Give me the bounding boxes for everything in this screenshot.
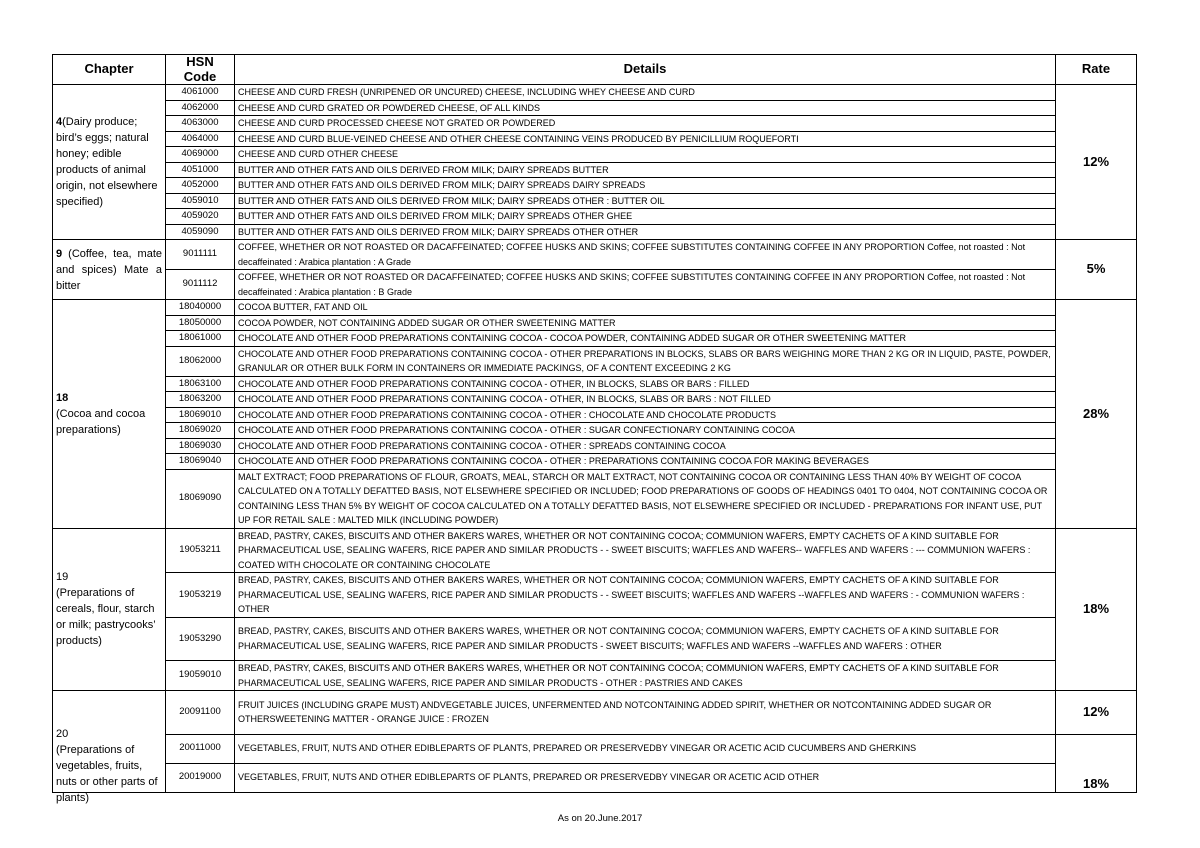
hsn-code: 18062000 xyxy=(166,346,235,376)
chapter-number: 4 xyxy=(56,116,63,128)
header-chapter: Chapter xyxy=(53,55,166,85)
table-row xyxy=(53,423,1137,439)
rate-cell: 12% xyxy=(1056,85,1137,240)
hsn-code: 20091100 xyxy=(166,691,235,735)
rate-cell: 18% xyxy=(1056,734,1137,792)
table-row xyxy=(53,376,1137,392)
table-row xyxy=(53,407,1137,423)
table-row xyxy=(53,270,1137,300)
chapter-cell-19 xyxy=(53,528,166,691)
item-details: CHOCOLATE AND OTHER FOOD PREPARATIONS CONTAINING COCOA - OTHER : SUGAR CONFECTIONARY CONTAINING COCOA xyxy=(235,423,1056,439)
item-details: VEGETABLES, FRUIT, NUTS AND OTHER EDIBLEPARTS OF PLANTS, PREPARED OR PRESERVEDBY VINEGAR OR ACETIC ACID CUCUMBERS AND GHERKINS xyxy=(235,734,1056,763)
hsn-code: 19053211 xyxy=(166,528,235,573)
item-details: COFFEE, WHETHER OR NOT ROASTED OR DACAFFEINATED; COFFEE HUSKS AND SKINS; COFFEE SUBSTITUTES CONTAINING COFFEE IN ANY PROPORTION Coffee, not roasted : Not decaffeinated : Arabica plantation : A Grade xyxy=(235,240,1056,270)
item-details: VEGETABLES, FRUIT, NUTS AND OTHER EDIBLEPARTS OF PLANTS, PREPARED OR PRESERVEDBY VINEGAR OR ACETIC ACID OTHER xyxy=(235,763,1056,792)
hsn-code: 18063100 xyxy=(166,376,235,392)
table-row xyxy=(53,147,1137,163)
table-row xyxy=(53,178,1137,194)
chapter-cell-18 xyxy=(53,300,166,529)
table-row xyxy=(53,162,1137,178)
header-details: Details xyxy=(235,55,1056,85)
table-row xyxy=(53,763,1137,792)
table-row xyxy=(53,617,1137,661)
table-row xyxy=(53,528,1137,573)
item-details: CHEESE AND CURD FRESH (UNRIPENED OR UNCURED) CHEESE, INCLUDING WHEY CHEESE AND CURD xyxy=(235,85,1056,101)
hsn-code: 4052000 xyxy=(166,178,235,194)
item-details: CHOCOLATE AND OTHER FOOD PREPARATIONS CONTAINING COCOA - COCOA POWDER, CONTAINING ADDED SUGAR OR OTHER SWEETENING MATTER xyxy=(235,331,1056,347)
table-row xyxy=(53,240,1137,270)
hsn-code: 18069010 xyxy=(166,407,235,423)
item-details: CHOCOLATE AND OTHER FOOD PREPARATIONS CONTAINING COCOA - OTHER, IN BLOCKS, SLABS OR BARS : NOT FILLED xyxy=(235,392,1056,408)
table-row xyxy=(53,300,1137,316)
table-row xyxy=(53,438,1137,454)
table-row xyxy=(53,734,1137,763)
rate-cell: 18% xyxy=(1056,528,1137,691)
item-details: BUTTER AND OTHER FATS AND OILS DERIVED FROM MILK; DAIRY SPREADS DAIRY SPREADS xyxy=(235,178,1056,194)
item-details: BREAD, PASTRY, CAKES, BISCUITS AND OTHER BAKERS WARES, WHETHER OR NOT CONTAINING COCOA; COMMUNION WAFERS, EMPTY CACHETS OF A KIND SUITABLE FOR PHARMACEUTICAL USE, SEALING WAFERS, RICE PAPER AND SIMILAR PRODUCTS - - SWEET BISCUITS; WAFFLES AND WAFERS-- WAFFLES AND WAFERS : --- COMMUNION WAFERS : COATED WITH CHOCOLATE OR CONTAINING CHOCOLATE xyxy=(235,528,1056,573)
chapter-description: (Cocoa and cocoa preparations) xyxy=(56,407,146,436)
item-details: BUTTER AND OTHER FATS AND OILS DERIVED FROM MILK; DAIRY SPREADS OTHER : BUTTER OIL xyxy=(235,193,1056,209)
table-row xyxy=(53,392,1137,408)
table-row xyxy=(53,691,1137,735)
item-details: COFFEE, WHETHER OR NOT ROASTED OR DACAFFEINATED; COFFEE HUSKS AND SKINS; COFFEE SUBSTITUTES CONTAINING COFFEE IN ANY PROPORTION Coffee, not roasted : Not decaffeinated : Arabica plantation : B Grade xyxy=(235,270,1056,300)
hsn-code: 4059090 xyxy=(166,224,235,240)
item-details: COCOA POWDER, NOT CONTAINING ADDED SUGAR OR OTHER SWEETENING MATTER xyxy=(235,315,1056,331)
chapter-description: (Dairy produce; bird’s eggs; natural honey; edible products of animal origin, not elsewhere specified) xyxy=(56,116,158,208)
chapter-cell-4 xyxy=(53,85,166,240)
item-details: BREAD, PASTRY, CAKES, BISCUITS AND OTHER BAKERS WARES, WHETHER OR NOT CONTAINING COCOA; COMMUNION WAFERS, EMPTY CACHETS OF A KIND SUITABLE FOR PHARMACEUTICAL USE, SEALING WAFERS, RICE PAPER AND SIMILAR PRODUCTS - OTHER : PASTRIES AND CAKES xyxy=(235,661,1056,691)
chapter-cell-clip xyxy=(56,726,162,804)
table-row xyxy=(53,331,1137,347)
table-row xyxy=(53,193,1137,209)
chapter-number: 9 xyxy=(56,247,63,260)
hsn-code: 4064000 xyxy=(166,131,235,147)
hsn-code: 19053219 xyxy=(166,573,235,618)
hsn-code: 9011111 xyxy=(166,240,235,270)
item-details: CHEESE AND CURD PROCESSED CHEESE NOT GRATED OR POWDERED xyxy=(235,116,1056,132)
table-row xyxy=(53,85,1137,101)
item-details: CHOCOLATE AND OTHER FOOD PREPARATIONS CONTAINING COCOA - OTHER, IN BLOCKS, SLABS OR BARS : FILLED xyxy=(235,376,1056,392)
hsn-code: 19053290 xyxy=(166,617,235,661)
footer-date: As on 20.June.2017 xyxy=(557,813,643,824)
table-row xyxy=(53,209,1137,225)
item-details: BUTTER AND OTHER FATS AND OILS DERIVED FROM MILK; DAIRY SPREADS OTHER OTHER xyxy=(235,224,1056,240)
header-hsn-code: HSN Code xyxy=(166,55,235,85)
hsn-code: 4062000 xyxy=(166,100,235,116)
gst-rate-table xyxy=(52,54,1137,804)
hsn-code: 4051000 xyxy=(166,162,235,178)
hsn-code: 18069030 xyxy=(166,438,235,454)
table-header-row xyxy=(53,55,1137,85)
table-row xyxy=(53,116,1137,132)
header-rate: Rate xyxy=(1056,55,1137,85)
chapter-number: 19 xyxy=(56,571,69,584)
item-details: CHEESE AND CURD OTHER CHEESE xyxy=(235,147,1056,163)
hsn-code: 18040000 xyxy=(166,300,235,316)
hsn-code: 4061000 xyxy=(166,85,235,101)
item-details: BUTTER AND OTHER FATS AND OILS DERIVED FROM MILK; DAIRY SPREADS OTHER GHEE xyxy=(235,209,1056,225)
chapter-cell-20 xyxy=(53,691,166,804)
hsn-code: 4069000 xyxy=(166,147,235,163)
hsn-code: 4063000 xyxy=(166,116,235,132)
table-row xyxy=(53,454,1137,470)
hsn-code: 18069020 xyxy=(166,423,235,439)
hsn-code: 9011112 xyxy=(166,270,235,300)
item-details: BUTTER AND OTHER FATS AND OILS DERIVED FROM MILK; DAIRY SPREADS BUTTER xyxy=(235,162,1056,178)
item-details: CHEESE AND CURD BLUE-VEINED CHEESE AND OTHER CHEESE CONTAINING VEINS PRODUCED BY PENICILLIUM ROQUEFORTI xyxy=(235,131,1056,147)
hsn-code: 18069040 xyxy=(166,454,235,470)
table-row xyxy=(53,469,1137,528)
table-row xyxy=(53,346,1137,376)
table-row xyxy=(53,224,1137,240)
rate-cell: 5% xyxy=(1056,240,1137,300)
item-details: CHEESE AND CURD GRATED OR POWDERED CHEESE, OF ALL KINDS xyxy=(235,100,1056,116)
hsn-code: 19059010 xyxy=(166,661,235,691)
table-row xyxy=(53,661,1137,691)
table-row xyxy=(53,100,1137,116)
rate-cell: 12% xyxy=(1056,691,1137,735)
hsn-code: 20019000 xyxy=(166,763,235,792)
hsn-code: 4059020 xyxy=(166,209,235,225)
item-details: BREAD, PASTRY, CAKES, BISCUITS AND OTHER BAKERS WARES, WHETHER OR NOT CONTAINING COCOA; COMMUNION WAFERS, EMPTY CACHETS OF A KIND SUITABLE FOR PHARMACEUTICAL USE, SEALING WAFERS, RICE PAPER AND SIMILAR PRODUCTS - - SWEET BISCUITS; WAFFLES AND WAFERS --WAFFLES AND WAFERS : - COMMUNION WAFERS : OTHER xyxy=(235,573,1056,618)
hsn-code: 4059010 xyxy=(166,193,235,209)
hsn-code: 18063200 xyxy=(166,392,235,408)
table-row xyxy=(53,315,1137,331)
item-details: CHOCOLATE AND OTHER FOOD PREPARATIONS CONTAINING COCOA - OTHER PREPARATIONS IN BLOCKS, SLABS OR BARS WEIGHING MORE THAN 2 KG OR IN LIQUID, PASTE, POWDER, GRANULAR OR OTHER BULK FORM IN CONTAINERS OR IMMEDIATE PACKINGS, OF A CONTENT EXCEEDING 2 KG xyxy=(235,346,1056,376)
hsn-code: 20011000 xyxy=(166,734,235,763)
table-row xyxy=(53,573,1137,618)
item-details: CHOCOLATE AND OTHER FOOD PREPARATIONS CONTAINING COCOA - OTHER : SPREADS CONTAINING COCOA xyxy=(235,438,1056,454)
chapter-description: (Coffee, tea, mate and spices) Mate a bitter xyxy=(56,247,162,292)
hsn-code: 18050000 xyxy=(166,315,235,331)
chapter-description: (Preparations of vegetables, fruits, nuts or other parts of plants) xyxy=(56,743,158,804)
table-row xyxy=(53,131,1137,147)
chapter-cell-9 xyxy=(53,240,166,300)
rate-cell: 28% xyxy=(1056,300,1137,529)
hsn-code: 18061000 xyxy=(166,331,235,347)
chapter-description: (Preparations of cereals, flour, starch or milk; pastrycooks’ products) xyxy=(56,587,156,648)
chapter-number: 18 xyxy=(56,391,69,404)
hsn-code: 18069090 xyxy=(166,469,235,528)
item-details: CHOCOLATE AND OTHER FOOD PREPARATIONS CONTAINING COCOA - OTHER : CHOCOLATE AND CHOCOLATE PRODUCTS xyxy=(235,407,1056,423)
item-details: CHOCOLATE AND OTHER FOOD PREPARATIONS CONTAINING COCOA - OTHER : PREPARATIONS CONTAINING COCOA FOR MAKING BEVERAGES xyxy=(235,454,1056,470)
item-details: MALT EXTRACT; FOOD PREPARATIONS OF FLOUR, GROATS, MEAL, STARCH OR MALT EXTRACT, NOT CONTAINING COCOA OR CONTAINING LESS THAN 40% BY WEIGHT OF COCOA CALCULATED ON A TOTALLY DEFATTED BASIS, NOT ELSEWHERE SPECIFIED OR INCLUDED; FOOD PREPARATIONS OF GOODS OF HEADINGS 0401 TO 0404, NOT CONTAINING COCOA OR CONTAINING LESS THAN 5% BY WEIGHT OF COCOA CALCULATED ON A TOTALLY DEFATTED BASIS, NOT ELSEWHERE SPECIFIED OR INCLUDED - PREPARATIONS FOR INFANT USE, PUT UP FOR RETAIL SALE : MALTED MILK (INCLUDING POWDER) xyxy=(235,469,1056,528)
item-details: BREAD, PASTRY, CAKES, BISCUITS AND OTHER BAKERS WARES, WHETHER OR NOT CONTAINING COCOA; COMMUNION WAFERS, EMPTY CACHETS OF A KIND SUITABLE FOR PHARMACEUTICAL USE, SEALING WAFERS, RICE PAPER AND SIMILAR PRODUCTS - SWEET BISCUITS; WAFFLES AND WAFERS --WAFFLES AND WAFERS : OTHER xyxy=(235,617,1056,661)
chapter-number: 20 xyxy=(56,727,69,740)
item-details: COCOA BUTTER, FAT AND OIL xyxy=(235,300,1056,316)
item-details: FRUIT JUICES (INCLUDING GRAPE MUST) ANDVEGETABLE JUICES, UNFERMENTED AND NOTCONTAINING ADDED SPIRIT, WHETHER OR NOTCONTAINING ADDED SUGAR OR OTHERSWEETENING MATTER - ORANGE JUICE : FROZEN xyxy=(235,691,1056,735)
